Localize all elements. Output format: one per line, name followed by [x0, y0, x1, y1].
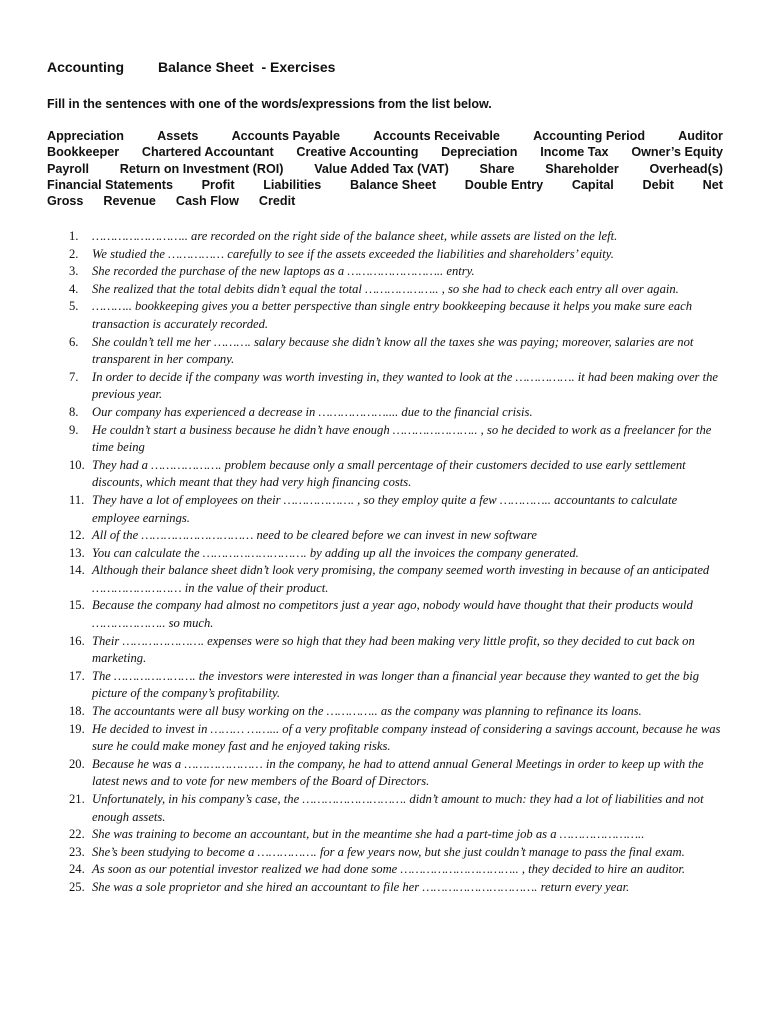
exercise-item [47, 281, 727, 299]
instructions: Fill in the sentences with one of the words/expressions from the list below. [47, 97, 492, 111]
exercise-number: 19. [69, 721, 85, 736]
exercise-sentence: She couldn’t tell me her ………. salary because she didn’t know all the taxes she was paying; moreover, salaries are not transparent in her company. [92, 334, 694, 367]
exercise-number: 4. [69, 281, 79, 296]
exercise-item [47, 263, 727, 281]
word-list-line [47, 193, 723, 209]
exercise-sentence: Their …………………. expenses were so high that they had been making very little profit, so they decided to cut back on marketing. [92, 633, 695, 666]
exercise-sentence: Our company has experienced a decrease in ……………….... due to the financial crisis. [92, 404, 533, 419]
word-list-term: Double Entry [464, 177, 544, 192]
exercise-number: 9. [69, 422, 79, 437]
exercise-sentence: They had a ………………. problem because only a small percentage of their customers decided to use early settlement discounts, which meant that they had very high financing costs. [92, 457, 686, 490]
word-list-term: Return on Investment (ROI) [119, 161, 284, 176]
exercise-number: 8. [69, 404, 79, 419]
exercise-number: 20. [69, 756, 85, 771]
exercise-item [47, 791, 727, 826]
word-list-term: Income Tax [540, 145, 609, 160]
exercise-number: 6. [69, 334, 79, 349]
exercise-number: 18. [69, 704, 85, 719]
exercise-item [47, 879, 727, 897]
word-list-term: Payroll [47, 161, 89, 176]
exercise-sentence: As soon as our potential investor realized we had done some ………………………….. , they decided to hire an auditor. [92, 862, 686, 877]
exercise-item [47, 633, 727, 668]
exercise-item [47, 334, 727, 369]
word-list-term: Shareholder [545, 161, 619, 176]
word-list-term: Chartered Accountant [141, 145, 274, 160]
word-list-term: Credit [258, 194, 296, 209]
word-list-term: Liabilities [263, 177, 322, 192]
exercise-sentence: Unfortunately, in his company’s case, the ………………………. didn’t amount to much: they had a lot of liabilities and not enough assets. [92, 792, 704, 824]
exercise-number: 14. [69, 563, 85, 578]
exercise-item [47, 492, 727, 527]
exercise-sentence: They have a lot of employees on their ………………. , so they employ quite a few ………….. accountants to calculate employee earnings. [92, 492, 678, 525]
page-title [47, 59, 335, 75]
exercise-number: 24. [69, 862, 85, 877]
exercise-number: 17. [69, 668, 85, 683]
exercise-number: 11. [69, 492, 85, 507]
title-topic: Balance Sheet - Exercises [158, 59, 336, 75]
exercise-item [47, 721, 727, 756]
word-list-term: Creative Accounting [296, 145, 419, 160]
exercise-sentence: ……….. bookkeeping gives you a better perspective than single entry bookkeeping because it helps you make sure each transaction is accurately recorded. [92, 299, 693, 331]
word-list-line [47, 177, 723, 193]
exercise-number: 12. [69, 528, 85, 543]
exercise-sentence: She realized that the total debits didn’t equal the total ……………….. , so she had to check each entry all over again. [92, 281, 679, 296]
word-list-term: Depreciation [441, 145, 518, 160]
exercise-number: 15. [69, 598, 85, 613]
exercise-sentence: Because he was a ………………… in the company, he had to attend annual General Meetings in order to keep up with the latest news and to vote for new members of the Board of Directors. [92, 756, 704, 789]
word-list-term: Cash Flow [175, 194, 239, 209]
exercise-number: 22. [69, 827, 85, 842]
word-list-term: Share [479, 161, 515, 176]
exercise-sentence: He decided to invest in ……… ……... of a very profitable company instead of considering a savings account, because he was sure he could make money fast and he enjoyed taking risks. [92, 721, 721, 754]
word-list-term: Owner’s Equity [631, 145, 723, 160]
exercise-item [47, 756, 727, 791]
word-list-term: Revenue [103, 194, 156, 209]
exercise-item [47, 422, 727, 457]
exercise-sentence: …………………….. are recorded on the right side of the balance sheet, while assets are listed on the left. [92, 229, 618, 243]
exercise-item [47, 246, 727, 264]
exercise-number: 21. [69, 792, 85, 806]
exercise-number: 3. [69, 264, 79, 279]
exercise-item [47, 703, 727, 721]
word-list-term: Accounts Receivable [373, 129, 500, 143]
exercise-sentence: She recorded the purchase of the new laptops as a …………………….. entry. [92, 264, 475, 279]
word-list-term: Balance Sheet [349, 177, 437, 192]
word-list-term: Accounting Period [533, 129, 646, 143]
exercise-number: 23. [69, 844, 85, 859]
exercise-number: 5. [69, 299, 79, 314]
word-list-term: Assets [157, 129, 199, 143]
exercise-item [47, 844, 727, 862]
word-list-term: Financial Statements [47, 177, 173, 192]
exercise-sentence: He couldn’t start a business because he didn’t have enough ………………….. , so he decided to work as a freelancer for the time being [92, 422, 712, 455]
word-list-term: Accounts Payable [231, 129, 341, 143]
word-list-line [47, 161, 723, 177]
exercise-item [47, 228, 727, 246]
word-list-term: Net [702, 177, 723, 192]
word-list-term: Overhead(s) [649, 161, 723, 176]
exercise-number: 16. [69, 633, 85, 648]
word-list-term: Auditor [678, 129, 723, 143]
exercise-item [47, 826, 727, 844]
word-list-term: Debit [642, 177, 674, 192]
exercise-sentence: You can calculate the ………………………. by adding up all the invoices the company generated. [92, 545, 579, 560]
exercise-sentence: She was training to become an accountant, but in the meantime she had a part-time job as a ………………….. [92, 827, 645, 842]
exercise-item [47, 597, 727, 632]
word-list-term: Value Added Tax (VAT) [314, 161, 449, 176]
exercise-number: 7. [69, 369, 79, 384]
exercise-number: 25. [69, 879, 85, 894]
exercise-item [47, 527, 727, 545]
word-list-term: Profit [201, 177, 235, 192]
word-list [47, 128, 723, 209]
exercise-item [47, 545, 727, 563]
exercise-item [47, 404, 727, 422]
exercise-sentence: She was a sole proprietor and she hired an accountant to file her …………………………. return every year. [92, 879, 630, 894]
exercise-sentence: We studied the …………… carefully to see if the assets exceeded the liabilities and shareholders’ equity. [92, 246, 614, 261]
word-list-term: Bookkeeper [47, 145, 120, 160]
word-list-term: Gross [47, 194, 84, 209]
word-list-term: Capital [571, 177, 614, 192]
exercise-sentence: Although their balance sheet didn’t look very promising, the company seemed worth investing in because of an anticipated …………………… in the value of their product. [92, 563, 710, 595]
exercise-list [47, 228, 727, 897]
exercise-sentence: Because the company had almost no competitors just a year ago, nobody would have thought that their products would ……………….. so much. [92, 598, 693, 631]
exercise-sentence: The …………………. the investors were interested in was longer than a financial year because they wanted to get the big picture of the company’s profitability. [92, 668, 699, 701]
exercise-sentence: All of the ………………………… need to be cleared before we can invest in new software [92, 528, 537, 543]
exercise-item [47, 369, 727, 404]
exercise-sentence: She’s been studying to become a ……………. for a few years now, but she just couldn’t manage to pass the final exam. [92, 844, 685, 859]
exercise-item [47, 861, 727, 879]
exercise-number: 13. [69, 545, 85, 560]
exercise-item [47, 457, 727, 492]
exercise-sentence: The accountants were all busy working on the ………….. as the company was planning to refinance its loans. [92, 704, 642, 719]
exercise-number: 2. [69, 246, 79, 261]
exercise-number: 10. [69, 457, 85, 472]
title-subject: Accounting [47, 59, 124, 75]
word-list-line [47, 128, 723, 144]
word-list-term: Appreciation [47, 129, 124, 143]
exercise-item [47, 668, 727, 703]
word-list-line [47, 144, 723, 160]
exercise-item [47, 298, 727, 333]
exercise-item [47, 562, 727, 597]
exercise-sentence: In order to decide if the company was worth investing in, they wanted to look at the ……………. it had been making over the previous year. [92, 369, 718, 402]
exercise-number: 1. [69, 229, 79, 243]
